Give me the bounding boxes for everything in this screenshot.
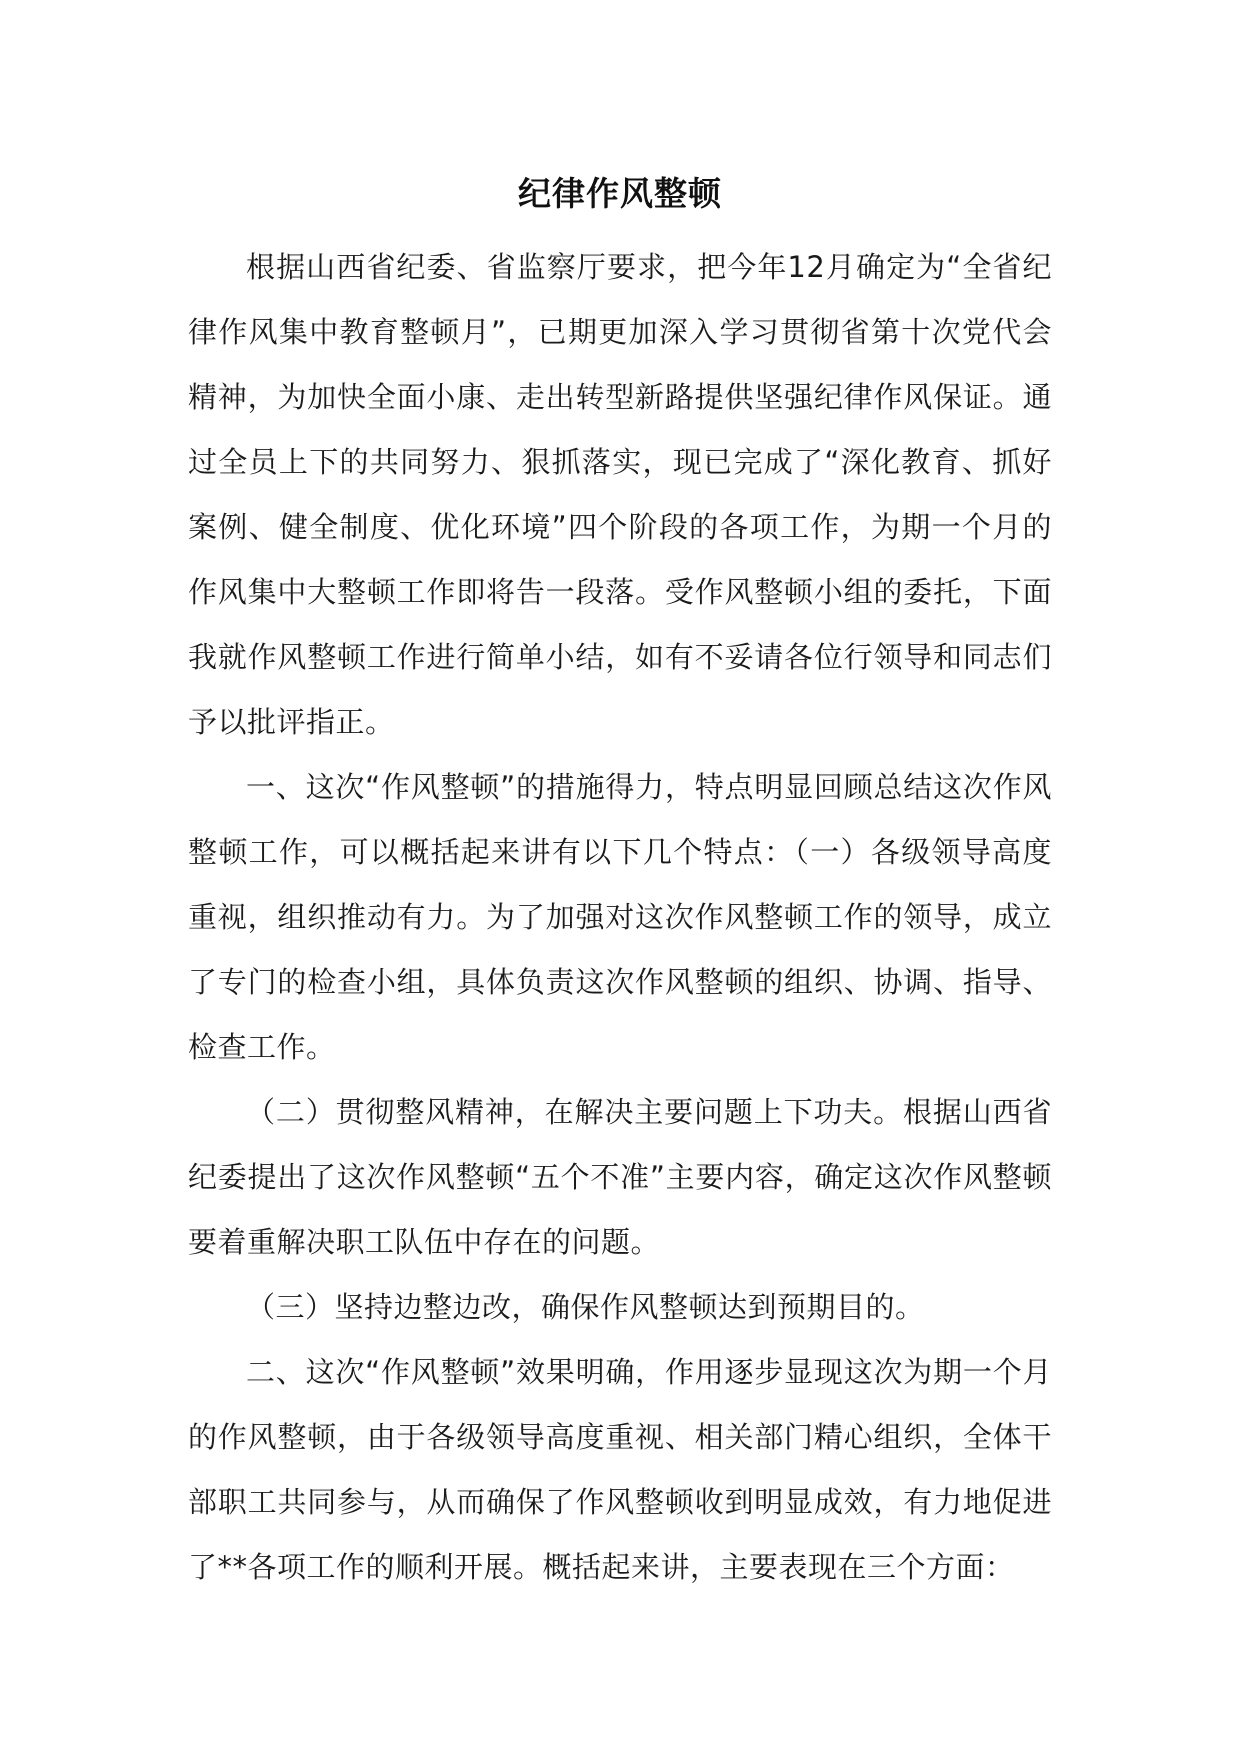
paragraph-point-two: （二）贯彻整风精神，在解决主要问题上下功夫。根据山西省纪委提出了这次作风整顿“五个不准”主要内容，确定这次作风整顿要着重解决职工队伍中存在的问题。: [188, 1095, 1052, 1259]
paragraph-point-three: （三）坚持边整边改，确保作风整顿达到预期目的。: [246, 1290, 925, 1324]
document-body: [188, 235, 1052, 1600]
document-title: 纪律作风整顿: [518, 174, 722, 213]
paragraph-intro: 根据山西省纪委、省监察厅要求，把今年12月确定为“全省纪律作风集中教育整顿月”，已期更加深入学习贯彻省第十次党代会精神，为加快全面小康、走出转型新路提供坚强纪律作风保证。通过全员上下的共同努力、狠抓落实，现已完成了“深化教育、抓好案例、健全制度、优化环境”四个阶段的各项工作，为期一个月的作风集中大整顿工作即将告一段落。受作风整顿小组的委托，下面我就作风整顿工作进行简单小结，如有不妥请各位行领导和同志们予以批评指正。: [188, 250, 1052, 739]
paragraph-section-one: 一、这次“作风整顿”的措施得力，特点明显回顾总结这次作风整顿工作，可以概括起来讲有以下几个特点：（一）各级领导高度重视，组织推动有力。为了加强对这次作风整顿工作的领导，成立了专门的检查小组，具体负责这次作风整顿的组织、协调、指导、检查工作。: [188, 770, 1052, 1064]
paragraph-section-two: 二、这次“作风整顿”效果明确，作用逐步显现这次为期一个月的作风整顿，由于各级领导高度重视、相关部门精心组织，全体干部职工共同参与，从而确保了作风整顿收到明显成效，有力地促进了**各项工作的顺利开展。概括起来讲，主要表现在三个方面：: [188, 1355, 1052, 1584]
